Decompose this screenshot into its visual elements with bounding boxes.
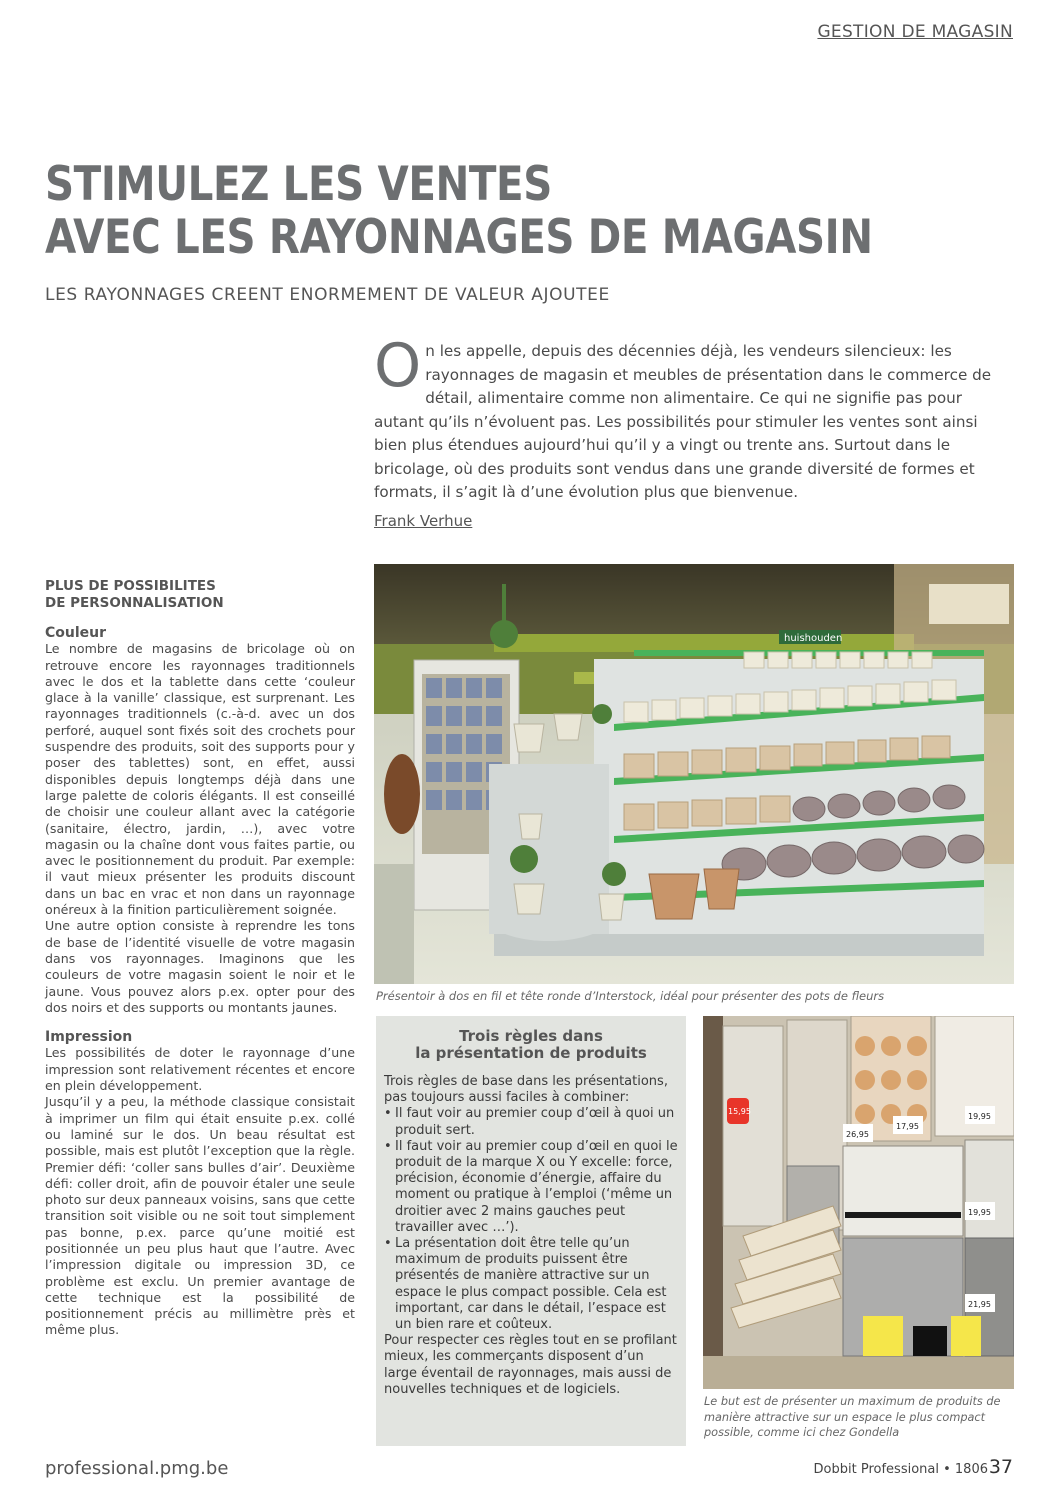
store-sign: huishouden xyxy=(784,633,843,644)
shelving-photo-caption: Présentoir à dos en fil et tête ronde d’Interstock, idéal pour présenter des pots de fleurs xyxy=(376,989,885,1003)
left-column xyxy=(45,578,355,1339)
rules-box xyxy=(376,1016,686,1446)
section-title-line-1: PLUS DE POSSIBILITES xyxy=(45,578,216,594)
rule-item: • La présentation doit être telle qu’un maximum de produits puissent être présentés de manière attractive sur un espace le plus compact possible. Cela est important, car dans le détail, l’espace est un bien rare et coûteux. xyxy=(384,1236,678,1333)
rules-box-title xyxy=(384,1028,678,1062)
intro-dropcap: O xyxy=(374,331,422,401)
article-subtitle: LES RAYONNAGES CREENT ENORMEMENT DE VALEUR AJOUTEE xyxy=(45,285,610,305)
price-tag: 19,95 xyxy=(968,1112,991,1121)
rules-box-title-line-2: la présentation de produits xyxy=(415,1044,647,1062)
rules-list xyxy=(384,1106,678,1333)
footer-magazine: Dobbit Professional • 1806 xyxy=(813,1462,988,1477)
price-tag: 19,95 xyxy=(968,1208,991,1217)
intro-paragraph xyxy=(374,331,1014,505)
rules-box-intro: Trois règles de base dans les présentations, pas toujours aussi faciles à combiner: xyxy=(384,1074,668,1106)
couleur-heading: Couleur xyxy=(45,625,107,641)
price-tag: 26,95 xyxy=(846,1130,869,1139)
section-title-line-2: DE PERSONNALISATION xyxy=(45,595,224,611)
tile-display-caption: Le but est de présenter un maximum de produits de manière attractive sur un espace le plus compact possible, comme ici chez Gondella xyxy=(704,1395,1001,1439)
couleur-paragraph-2: Une autre option consiste à reprendre les tons de base de l’identité visuelle de votre magasin dans vos rayonnages. Imaginons que les couleurs de votre magasin soient le noir et le jaune. Vous pouvez alors p.ex. opter pour des dos noirs et des supports ou montants jaunes. xyxy=(45,918,355,1015)
tile-display-photo xyxy=(703,1016,1014,1389)
footer-website[interactable]: professional.pmg.be xyxy=(45,1458,229,1479)
price-tag: 17,95 xyxy=(896,1122,919,1131)
rule-item: • Il faut voir au premier coup d’œil à quoi un produit sert. xyxy=(384,1106,678,1138)
rule-item: • Il faut voir au premier coup d’œil en quoi le produit de la marque X ou Y excelle: force, précision, économie d’énergie, affaire du moment ou pratique à l’emploi (‘même un droitier avec 2 mains gauches peut travailler avec …’). xyxy=(384,1139,678,1236)
couleur-paragraph-1: Le nombre de magasins de bricolage où on retrouve encore les rayonnages traditionnels avec le dos et la tablette dans cette ‘couleur glace à la vanille’ classique, est surprenant. Les rayonnages traditionnels (c.-à-d. avec un dos perforé, auquel sont fixés soit des crochets pour suspendre des produits, soit des supports pour y poser des tablettes) sont, en effet, aussi disponibles depuis longtemps déjà dans une large palette de coloris élégants. Il est conseillé de choisir une couleur allant avec la catégorie (sanitaire, électro, jardin, …), avec votre magasin ou la chaîne dont vous faites partie, ou avec le positionnement du produit. Par exemple: il vaut mieux présenter les produits discount dans un bac en vrac et non dans un rayonnage onéreux à la finition particulièrement soignée. xyxy=(45,641,355,918)
article-title-line-1: STIMULEZ LES VENTES xyxy=(45,157,552,212)
article-title xyxy=(45,158,871,264)
rules-box-outro: Pour respecter ces règles tout en se profilant mieux, les commerçants disposent d’un large éventail de rayonnages, mais aussi de nouvelles techniques et de logiciels. xyxy=(384,1333,677,1397)
shelving-photo xyxy=(374,564,1014,984)
shelving-illustration xyxy=(374,564,1014,984)
tile-display-illustration xyxy=(703,1016,1014,1389)
rules-box-title-line-1: Trois règles dans xyxy=(459,1027,603,1045)
impression-paragraph-2: Jusqu’il y a peu, la méthode classique consistait à imprimer un film qui était ensuite p.ex. collé ou laminé sur le dos. Un beau résultat est possible, mais est plutôt l’exception que la règle. Premier défi: ‘coller sans bulles d’air’. Deuxième défi: coller droit, afin de pouvoir étaler une seule photo sur deux panneaux voisins, sans que cette transition soit visible ou ne soit tout simplement pas bonne, p.ex. parce qu’une moitié est positionnée un peu plus haut que l’autre. Avec l’impression digitale ou impression 3D, ce problème est exclu. Un premier avantage de cette technique est la possibilité de positionnement précis au millimètre près et même plus. xyxy=(45,1094,355,1338)
impression-paragraph-1: Les possibilités de doter le rayonnage d’une impression sont relativement récentes et encore en plein développement. xyxy=(45,1045,355,1094)
intro-text: n les appelle, depuis des décennies déjà, les vendeurs silencieux: les rayonnages de magasin et meubles de présentation dans le commerce de détail, alimentaire comme non alimentaire. Ce qui ne signifie pas pour autant qu’ils n’évoluent pas. Les possibilités pour stimuler les ventes sont ainsi bien plus étendues aujourd’hui qu’il y a vingt ou trente ans. Surtout dans le bricolage, où des produits sont vendus dans une grande diversité de formes et formats, il s’agit là d’une évolution plus que bienvenue. xyxy=(374,342,992,501)
impression-heading: Impression xyxy=(45,1029,133,1046)
price-tag: 21,95 xyxy=(968,1300,991,1309)
section-label: GESTION DE MAGASIN xyxy=(817,22,1013,42)
section-title xyxy=(45,578,355,612)
page-number: 37 xyxy=(988,1456,1013,1478)
article-title-line-2: AVEC LES RAYONNAGES DE MAGASIN xyxy=(45,210,873,265)
price-tag: 15,95 xyxy=(728,1107,751,1116)
author-name: Frank Verhue xyxy=(374,512,473,530)
